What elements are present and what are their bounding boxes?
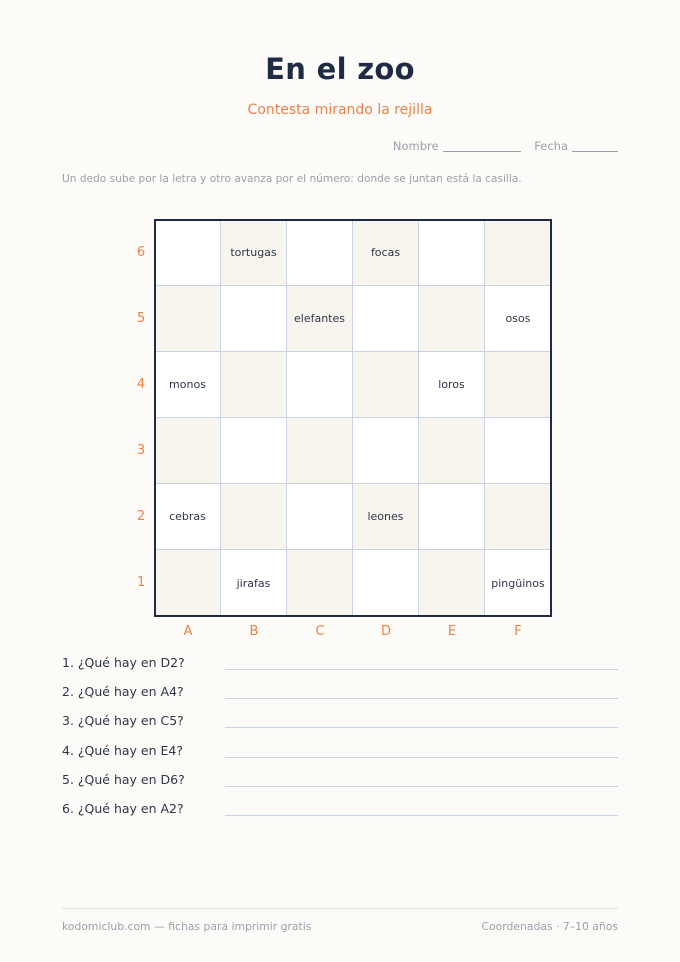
footer-divider	[62, 908, 618, 909]
answer-line-1[interactable]	[225, 669, 618, 670]
answer-line-4[interactable]	[225, 757, 618, 758]
row-label-3: 3	[136, 443, 146, 458]
grid-cell-b1: jirafas	[221, 550, 287, 616]
grid-cell-a6	[155, 220, 221, 286]
grid-cell-a3	[155, 418, 221, 484]
row-label-6: 6	[136, 245, 146, 260]
question-2: 2. ¿Qué hay en A4?	[62, 684, 184, 700]
grid-cell-f6	[485, 220, 551, 286]
grid-cell-b3	[221, 418, 287, 484]
page-title: En el zoo	[265, 52, 415, 86]
grid-cell-d3	[353, 418, 419, 484]
row-label-4: 4	[136, 377, 146, 392]
grid-cell-c5: elefantes	[287, 286, 353, 352]
row-label-5: 5	[136, 311, 146, 326]
grid-cell-f5: osos	[485, 286, 551, 352]
answer-line-5[interactable]	[225, 786, 618, 787]
row-label-1: 1	[136, 575, 146, 590]
grid-cell-f3	[485, 418, 551, 484]
name-line	[443, 151, 521, 152]
date-line	[572, 151, 618, 152]
grid-cell-b6: tortugas	[221, 220, 287, 286]
grid-cell-e2	[419, 484, 485, 550]
grid-cell-b2	[221, 484, 287, 550]
column-label-c: C	[315, 624, 325, 639]
grid-cell-e6	[419, 220, 485, 286]
answer-line-3[interactable]	[225, 727, 618, 728]
answer-line-2[interactable]	[225, 698, 618, 699]
grid-cell-c6	[287, 220, 353, 286]
grid-cell-e1	[419, 550, 485, 616]
instructions: Un dedo sube por la letra y otro avanza por el número: donde se juntan está la casilla.	[62, 173, 522, 185]
grid-cell-f4	[485, 352, 551, 418]
grid-cell-b4	[221, 352, 287, 418]
row-label-2: 2	[136, 509, 146, 524]
grid-cell-a4: monos	[155, 352, 221, 418]
grid-cell-c3	[287, 418, 353, 484]
column-label-b: B	[249, 624, 259, 639]
question-4: 4. ¿Qué hay en E4?	[62, 742, 183, 758]
grid-cell-e3	[419, 418, 485, 484]
grid-cell-c2	[287, 484, 353, 550]
answer-line-6[interactable]	[225, 815, 618, 816]
grid-cell-d6: focas	[353, 220, 419, 286]
name-label: Nombre	[392, 139, 439, 153]
grid-cell-a1	[155, 550, 221, 616]
grid-cell-d5	[353, 286, 419, 352]
column-label-a: A	[183, 624, 193, 639]
name-date-fields	[387, 139, 618, 153]
column-label-e: E	[447, 624, 457, 639]
question-3: 3. ¿Qué hay en C5?	[62, 713, 184, 729]
grid-cell-d4	[353, 352, 419, 418]
grid-cell-c4	[287, 352, 353, 418]
grid-cell-a5	[155, 286, 221, 352]
footer-site: kodomiclub.com — fichas para imprimir gratis	[62, 920, 312, 933]
column-label-f: F	[514, 624, 522, 639]
grid-cell-b5	[221, 286, 287, 352]
question-5: 5. ¿Qué hay en D6?	[62, 771, 185, 787]
grid-cell-c1	[287, 550, 353, 616]
grid-cell-e4: loros	[419, 352, 485, 418]
page-subtitle: Contesta mirando la rejilla	[247, 102, 433, 118]
footer-topic: Coordenadas · 7–10 años	[481, 920, 618, 933]
question-1: 1. ¿Qué hay en D2?	[62, 655, 185, 670]
question-6: 6. ¿Qué hay en A2?	[62, 801, 184, 816]
grid-cell-d2: leones	[353, 484, 419, 550]
grid-cell-f2	[485, 484, 551, 550]
coordinate-grid	[155, 220, 551, 616]
grid-cell-e5	[419, 286, 485, 352]
grid-cell-d1	[353, 550, 419, 616]
date-label: Fecha	[534, 139, 568, 153]
grid-cell-a2: cebras	[155, 484, 221, 550]
column-label-d: D	[380, 624, 391, 639]
grid-cell-f1: pingüinos	[485, 550, 551, 616]
